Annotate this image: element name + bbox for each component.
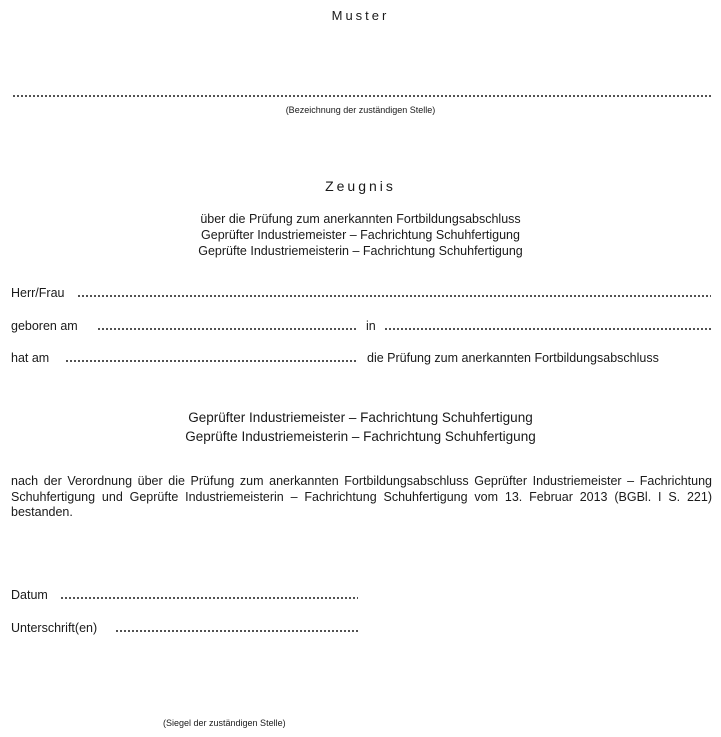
exam-date-dotted-line [65,359,358,363]
sample-label: Muster [331,8,390,23]
exam-date-label: hat am [11,351,50,365]
authority-caption: (Bezeichnung der zuständigen Stelle) [285,105,436,115]
signature-label: Unterschrift(en) [11,621,98,635]
signature-dotted-line [115,629,358,633]
name-dotted-line [77,294,711,298]
birth-date-dotted-line [97,327,358,331]
subtitle-line-1: über die Prüfung zum anerkannten Fortbildungsabschluss [200,212,521,226]
date-dotted-line [60,596,358,600]
birth-place-dotted-line [384,327,711,331]
subtitle-line-2: Geprüfter Industriemeister – Fachrichtung Schuhfertigung [201,228,520,242]
birth-date-label: geboren am [11,319,78,333]
certificate-title: Zeugnis [325,178,396,194]
birth-place-label: in [366,319,376,333]
date-label: Datum [11,588,48,602]
qualification-line-2: Geprüfte Industriemeisterin – Fachrichtung Schuhfertigung [185,429,536,444]
seal-caption: (Siegel der zuständigen Stelle) [163,718,286,728]
exam-suffix-text: die Prüfung zum anerkannten Fortbildungsabschluss [367,351,659,365]
authority-dotted-line [12,94,712,98]
regulation-paragraph: nach der Verordnung über die Prüfung zum anerkannten Fortbildungsabschluss Geprüfter Industriemeister – Fachrichtung Schuhfertigung und Geprüfte Industriemeisterin – Fachrichtung Schuhfertigung vom 13. Februar 2013 (BGBl. I S. 221) bestanden. [11,474,712,519]
qualification-line-1: Geprüfter Industriemeister – Fachrichtung Schuhfertigung [188,410,533,425]
name-label: Herr/Frau [11,286,65,300]
subtitle-line-3: Geprüfte Industriemeisterin – Fachrichtung Schuhfertigung [198,244,523,258]
